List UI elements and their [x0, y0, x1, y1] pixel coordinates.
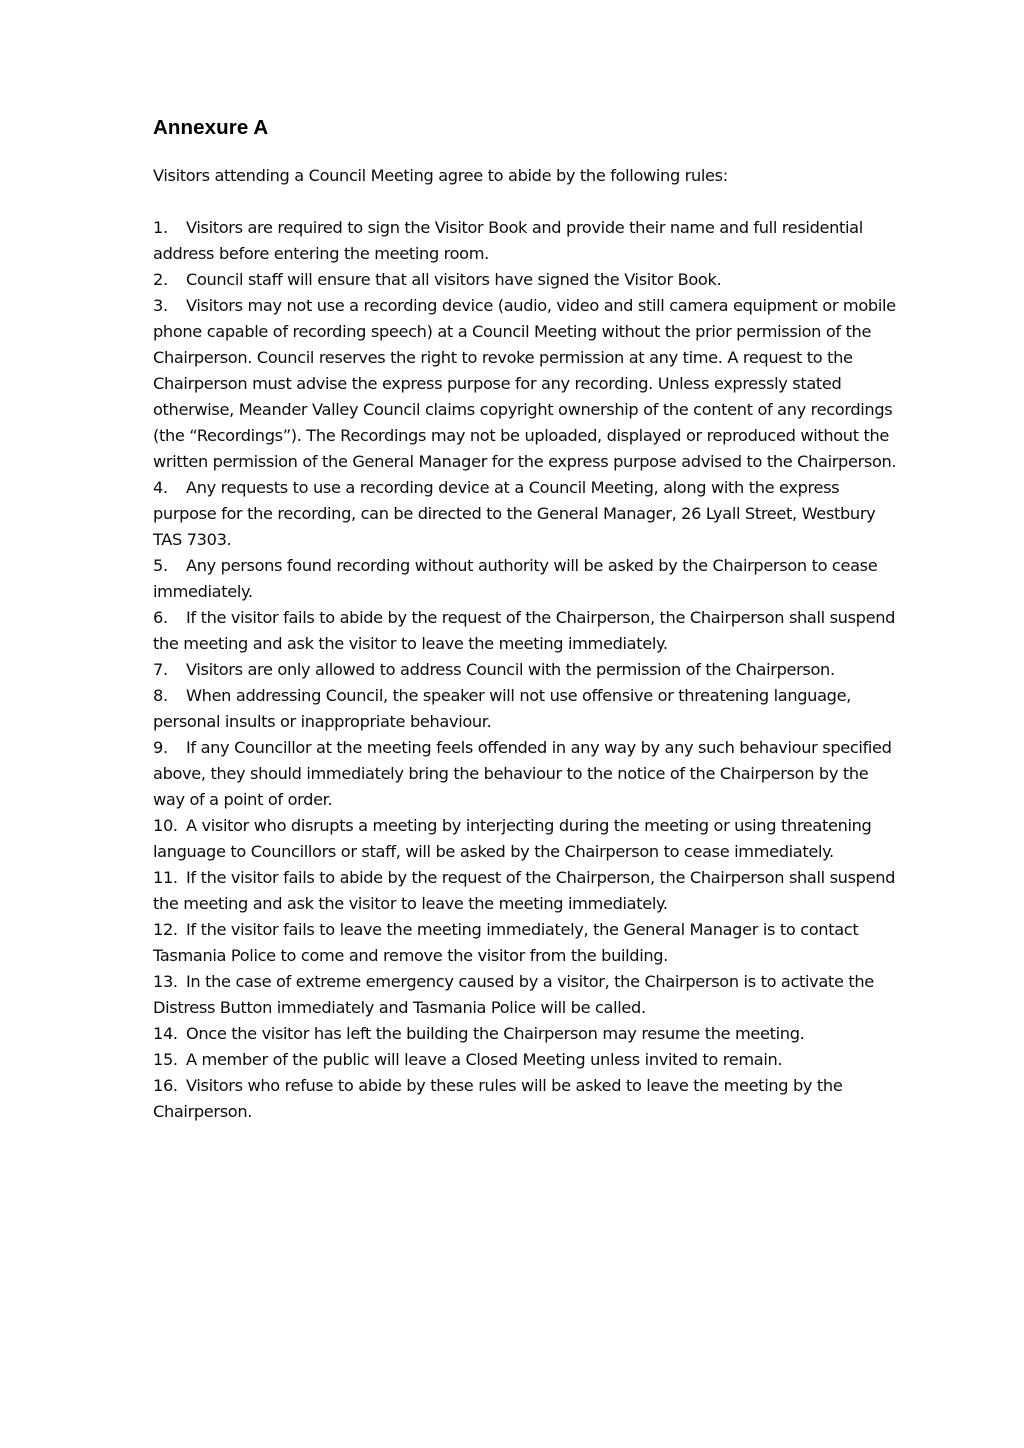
rule-text: Any requests to use a recording device at a Council Meeting, along with the express purpose for the recording, can be directed to the General Manager, 26 Lyall Street, Westbury TAS 7303.	[153, 478, 876, 549]
rules-list	[153, 215, 901, 1125]
rule-number: 2.	[153, 270, 168, 289]
rule-text: Once the visitor has left the building the Chairperson may resume the meeting.	[186, 1024, 805, 1043]
rule-number: 5.	[153, 556, 168, 575]
rule-number: 10.	[153, 816, 178, 835]
rule-item	[153, 657, 901, 683]
rule-text: In the case of extreme emergency caused by a visitor, the Chairperson is to activate the Distress Button immediately and Tasmania Police will be called.	[153, 972, 874, 1017]
rule-text: If the visitor fails to leave the meeting immediately, the General Manager is to contact Tasmania Police to come and remove the visitor from the building.	[153, 920, 859, 965]
rule-number: 9.	[153, 738, 168, 757]
rule-text: Any persons found recording without authority will be asked by the Chairperson to cease immediately.	[153, 556, 878, 601]
rule-item	[153, 735, 901, 813]
rule-item	[153, 1021, 901, 1047]
rule-number: 6.	[153, 608, 168, 627]
rule-text: Visitors may not use a recording device (audio, video and still camera equipment or mobile phone capable of recording speech) at a Council Meeting without the prior permission of the Chairperson. Council reserves the right to revoke permission at any time. A request to the Chairperson must advise the express purpose for any recording. Unless expressly stated otherwise, Meander Valley Council claims copyright ownership of the content of any recordings (the “Recordings”). The Recordings may not be uploaded, displayed or reproduced without the written permission of the General Manager for the express purpose advised to the Chairperson.	[153, 296, 897, 471]
rule-item	[153, 917, 901, 969]
rule-number: 12.	[153, 920, 178, 939]
rule-item	[153, 813, 901, 865]
rule-item	[153, 475, 901, 553]
rule-item	[153, 267, 901, 293]
rule-number: 4.	[153, 478, 168, 497]
document-body	[153, 115, 901, 1125]
rule-text: A member of the public will leave a Closed Meeting unless invited to remain.	[186, 1050, 783, 1069]
intro-paragraph: Visitors attending a Council Meeting agree to abide by the following rules:	[153, 166, 728, 185]
rule-text: If any Councillor at the meeting feels offended in any way by any such behaviour specified above, they should immediately bring the behaviour to the notice of the Chairperson by the way of a point of order.	[153, 738, 892, 809]
rule-item	[153, 1073, 901, 1125]
rule-item	[153, 865, 901, 917]
rule-number: 11.	[153, 868, 178, 887]
rule-text: Visitors are required to sign the Visitor Book and provide their name and full residential address before entering the meeting room.	[153, 218, 863, 263]
rule-item	[153, 969, 901, 1021]
rule-number: 14.	[153, 1024, 178, 1043]
rule-item	[153, 293, 901, 475]
rule-item	[153, 215, 901, 267]
rule-item	[153, 553, 901, 605]
rule-item	[153, 683, 901, 735]
rule-number: 7.	[153, 660, 168, 679]
rule-text: Visitors who refuse to abide by these rules will be asked to leave the meeting by the Chairperson.	[153, 1076, 843, 1121]
rule-text: Visitors are only allowed to address Council with the permission of the Chairperson.	[186, 660, 835, 679]
rule-text: When addressing Council, the speaker will not use offensive or threatening language, personal insults or inappropriate behaviour.	[153, 686, 851, 731]
rule-text: If the visitor fails to abide by the request of the Chairperson, the Chairperson shall suspend the meeting and ask the visitor to leave the meeting immediately.	[153, 608, 896, 653]
rule-text: If the visitor fails to abide by the request of the Chairperson, the Chairperson shall suspend the meeting and ask the visitor to leave the meeting immediately.	[153, 868, 896, 913]
rule-number: 16.	[153, 1076, 178, 1095]
page-title: Annexure A	[153, 116, 269, 139]
rule-number: 3.	[153, 296, 168, 315]
rule-item	[153, 605, 901, 657]
rule-text: A visitor who disrupts a meeting by interjecting during the meeting or using threatening language to Councillors or staff, will be asked by the Chairperson to cease immediately.	[153, 816, 872, 861]
rule-text: Council staff will ensure that all visitors have signed the Visitor Book.	[186, 270, 722, 289]
rule-number: 8.	[153, 686, 168, 705]
rule-number: 15.	[153, 1050, 178, 1069]
rule-item	[153, 1047, 901, 1073]
rule-number: 13.	[153, 972, 178, 991]
rule-number: 1.	[153, 218, 168, 237]
